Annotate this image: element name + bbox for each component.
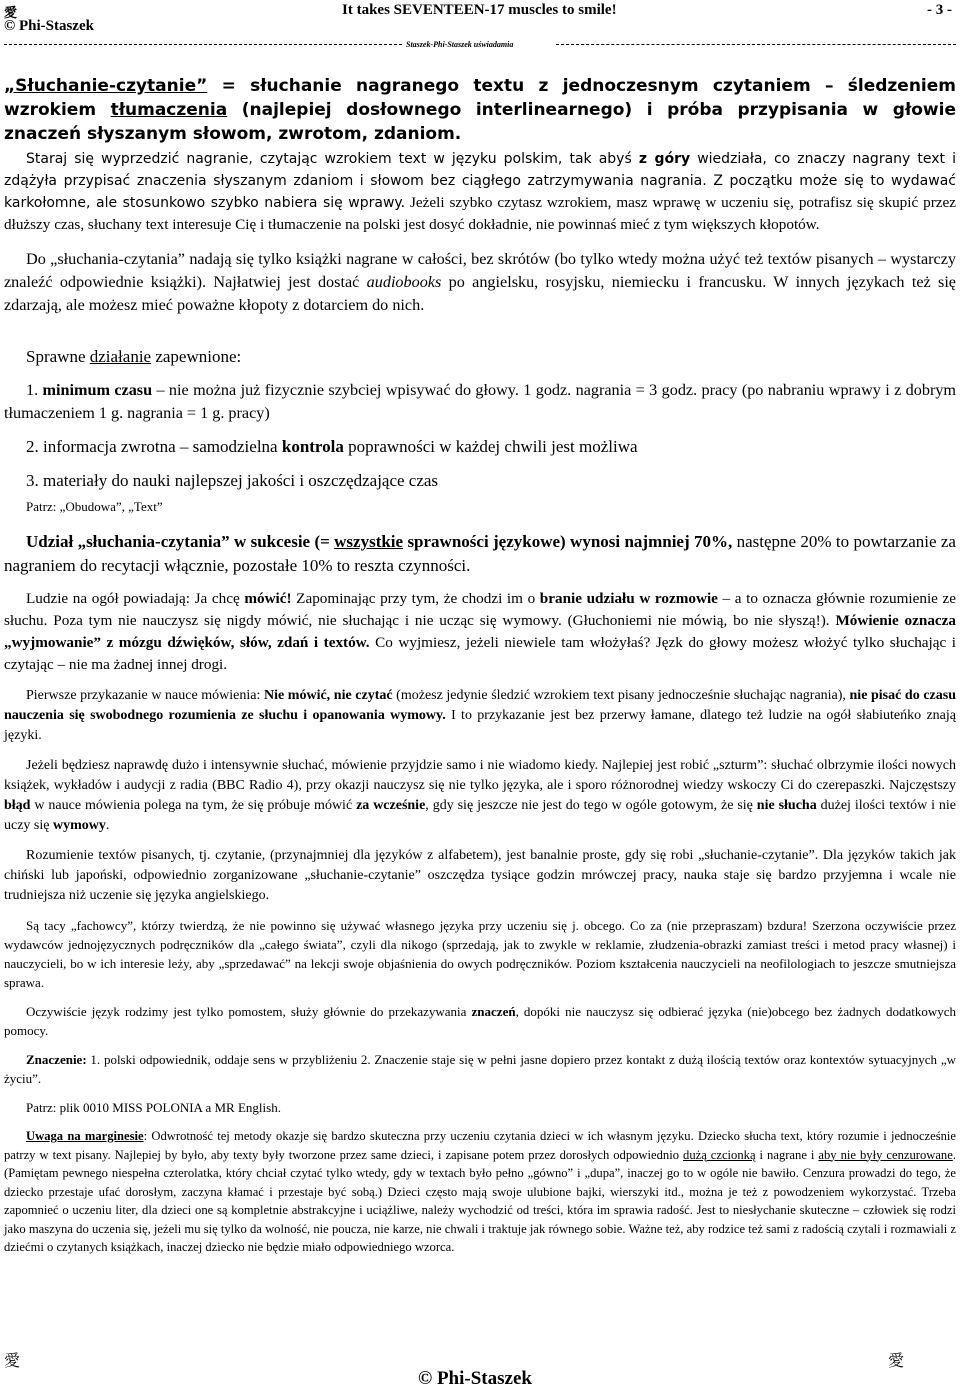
list-item-3: 3. materiały do nauki najlepszej jakości i oszczędzające czas [26, 471, 439, 490]
definition-heading [4, 74, 956, 146]
paragraph-jezeli: Jeżeli będziesz naprawdę dużo i intensywnie słuchać, mówienie przyjdzie samo i nie wiadomo kiedy. Najlepiej jest robić „szturm”: słuchać olbrzymie ilości nowych książek, wykładów i audycji z radia (BBC Radio 4), przy okazji nauczysz się nie tylko języka, ale i sporo różnorodnej wiedzy wskoczy Ci do czerepaszki. Najczęstszy błąd w nauce mówienia polega na tym, że się próbuje mówić za wcześnie, gdy się jeszcze nie jest do tego w ogóle gotowym, że się nie słucha dużej ilości textów i nie uczy się wymowy. [4, 758, 957, 833]
paragraph-staraj: Staraj się wyprzedzić nagranie, czytając wzrokiem text w języku polskim, tak abyś z góry wiedziała, co znaczy nagrany text i zdążyła przypisać znaczenia słyszanym zdaniom i słowom bez ciągłego zatrzymywania nagrania. Z początku może się to wydawać karkołomne, ale stosunkowo szybko nabiera się wprawy. Jeżeli szybko czytasz wzrokiem, masz wprawę w uczeniu się, potrafisz się skupić przez dłuższy czas, słuchany text interesuje Cię i tłumaczenie na polski jest dosyć dokładnie, nie powinnaś mieć z tym większych kłopotów. [4, 151, 956, 233]
heading-text-1: = słuchanie nagranego textu z jednoczesnym czytaniem – śledzeniem wzrokiem [4, 76, 956, 120]
header-copyright: © Phi-Staszek [4, 18, 94, 34]
heading-text-2: (najlepiej dosłownego interlinearnego) i próba przypisania w głowie znaczeń słyszanym słowom, zwrotom, zdaniom. [4, 100, 956, 144]
paragraph-pierwsze: Pierwsze przykazanie w nauce mówienia: Nie mówić, nie czytać (możesz jedynie śledzić wzrokiem text pisany jednocześnie słuchając nagrania), nie pisać do czasu nauczenia się swobodnego rozumienia ze słuchu i opanowania wymowy. I to przykazanie jest bez przerwy łamane, dlatego też ludzie na ogół słabiuteńko znają języki. [4, 688, 956, 743]
list-item-1: 1. minimum czasu – nie można już fizycznie szybciej wpisywać do głowy. 1 godz. nagrania = 3 godz. pracy (po nabraniu wprawy i z dobrym tłumaczeniem 1 g. nagrania = 1 g. pracy) [4, 381, 957, 422]
kanji-mark: 愛 [4, 6, 18, 21]
page-number: - 3 - [927, 2, 952, 18]
list-item-2: 2. informacja zwrotna – samodzielna kontrola poprawności w każdej chwili jest możliwa [26, 437, 638, 456]
rule-text: Staszek-Phi-Staszek uświadamia [406, 40, 514, 49]
paragraph-do-sluchania: Do „słuchania-czytania” nadają się tylko książki nagrane w całości, bez skrótów (bo tylko wtedy można użyć też textów pisanych – wystarczy znaleźć odpowiednie książki). Najłatwiej jest dostać audiobooks po angielsku, rosyjsku, niemiecku i francusku. W innych językach też się zdarzają, ale możesz mieć poważne kłopoty z dotarciem do nich. [4, 250, 956, 314]
document-body [4, 74, 956, 1257]
paragraph-fachowcy: Są tacy „fachowcy”, którzy twierdzą, że nie powinno się używać własnego języka przy uczeniu się j. obcego. Co za (nie przepraszam) bzdura! Szerzona oczywiście przez wydawców jednojęzycznych podręczników dla „całego świata”, czyli dla nikogo (sprzedają, jak to zwykle w reklamie, złudzenia-obrazki zamiast treści i metod pracy własnej) i nauczycieli, bo w ich interesie leży, aby „sprzedawać” na lekcji swoje objaśnienia do owych podręczników. Poziom kształcenia nauczycieli na neofilologiach to jeszcze smutniejsza sprawa. [4, 918, 956, 990]
footer-copyright: © Phi-Staszek [418, 1368, 532, 1389]
paragraph-rozumienie: Rozumienie textów pisanych, tj. czytanie, (przynajmniej dla języków z alfabetem), jest banalnie proste, gdy się robi „słuchanie-czytanie”. Dla języków takich jak chiński lub japoński, odpowiednio zorganizowane „słuchanie-czytanie” oszczędza tysiące godzin mrówczej pracy, nauka staje się bardzo przyjemna i wcale nie trudniejsza niż uczenie się języka angielskiego. [4, 848, 956, 903]
header-rule [4, 40, 956, 50]
heading-term: „Słuchanie-czytanie” [4, 76, 208, 96]
paragraph-znaczenie: Znaczenie: 1. polski odpowiednik, oddaje sens w przybliżeniu 2. Znaczenie staje się w pełni jasne dopiero przez kontakt z dużą ilością textów oraz kontextów sytuacyjnych „w życiu”. [4, 1052, 956, 1086]
paragraph-udzial: Udział „słuchania-czytania” w sukcesie (= wszystkie sprawności językowe) wynosi najmniej 70%, następne 20% to powtarzanie za nagraniem do recytacji włącznie, pozostałe 10% to reszta czynności. [4, 532, 956, 575]
footer-kanji-right: 愛 [888, 1351, 905, 1370]
rule-dashes-right [556, 44, 956, 46]
paragraph-uwaga: Uwaga na marginesie: Odwrotność tej metody okazje się bardzo skuteczna przy uczeniu czytania dzieci w ich własnym języku. Dziecko słucha text, który rozumie i jednocześnie patrzy w text pisany. Najlepiej by było, aby texty były tworzone przez same dzieci, i zapisane potem przez dorosłych odpowiednio dużą czcionką i nagrane i aby nie były cenzurowane. (Pamiętam pewnego niespełna czterolatka, który chciał czytać tylko wtedy, gdy w textach było pełno „gówno” i „dupa”, inaczej go to w ogóle nie bawiło. Cenzura prowadzi do tego, że dziecko przestaje ufać dorosłym, zaczyna kłamać i przestaje być sobą.) Dzieci często mają swoje ulubione bajki, wierszyki itd., można je też z powodzeniem wykorzystać. Trzeba zapomnieć o uczeniu liter, dla dzieci one są kompletnie abstrakcyjne i uciążliwe, należy wychodzić od treści, która im sprawia radość. Jest to niesłychanie skuteczne – człowiek się rodzi jako maszyna do uczenia się, jeżeli mu się tylko da wolność, nie poucza, nie karze, nie chwali i traktuje jak równego sobie. Ważne też, aby rodzice też sami z radością czytali i rozmawiali z dziećmi o czytanych książkach, inaczej dziecko nie będzie miało odpowiedniego wzorca. [4, 1129, 957, 1254]
paragraph-ludzie: Ludzie na ogół powiadają: Ja chcę mówić! Zapominając przy tym, że chodzi im o branie udziału w rozmowie – a to oznacza głównie rozumienie ze słuchu. Poza tym nie nauczysz się nigdy mówić, nie słuchając i nie ucząc się wymowy. (Głuchoniemi nie mówią, bo nie słyszą!). Mówienie oznacza „wyjmowanie” z mózgu dźwięków, słów, zdań i textów. Co wyjmiesz, jeżeli niewiele tam włożyłaś? Jęzk do głowy możesz włożyć tylko słuchając i czytając – nie ma żadnej innej drogi. [4, 590, 957, 673]
footer-kanji-left: 愛 [4, 1351, 21, 1370]
header-title: It takes SEVENTEEN-17 muscles to smile! [342, 2, 617, 18]
rule-dashes-left [4, 44, 402, 46]
sprawne-heading: Sprawne działanie zapewnione: [26, 347, 242, 366]
patrz-obudowa: Patrz: „Obudowa”, „Text” [26, 499, 163, 514]
paragraph-oczywiscie: Oczywiście język rodzimy jest tylko pomostem, służy głównie do przekazywania znaczeń, dopóki nie nauczysz się odbierać języka (nie)obcego bez żadnych dodatkowych pomocy. [4, 1004, 956, 1038]
patrz-miss-polonia: Patrz: plik 0010 MISS POLONIA a MR English. [26, 1100, 281, 1115]
heading-tlumaczenia: tłumaczenia [110, 100, 228, 120]
page-header [4, 2, 956, 42]
